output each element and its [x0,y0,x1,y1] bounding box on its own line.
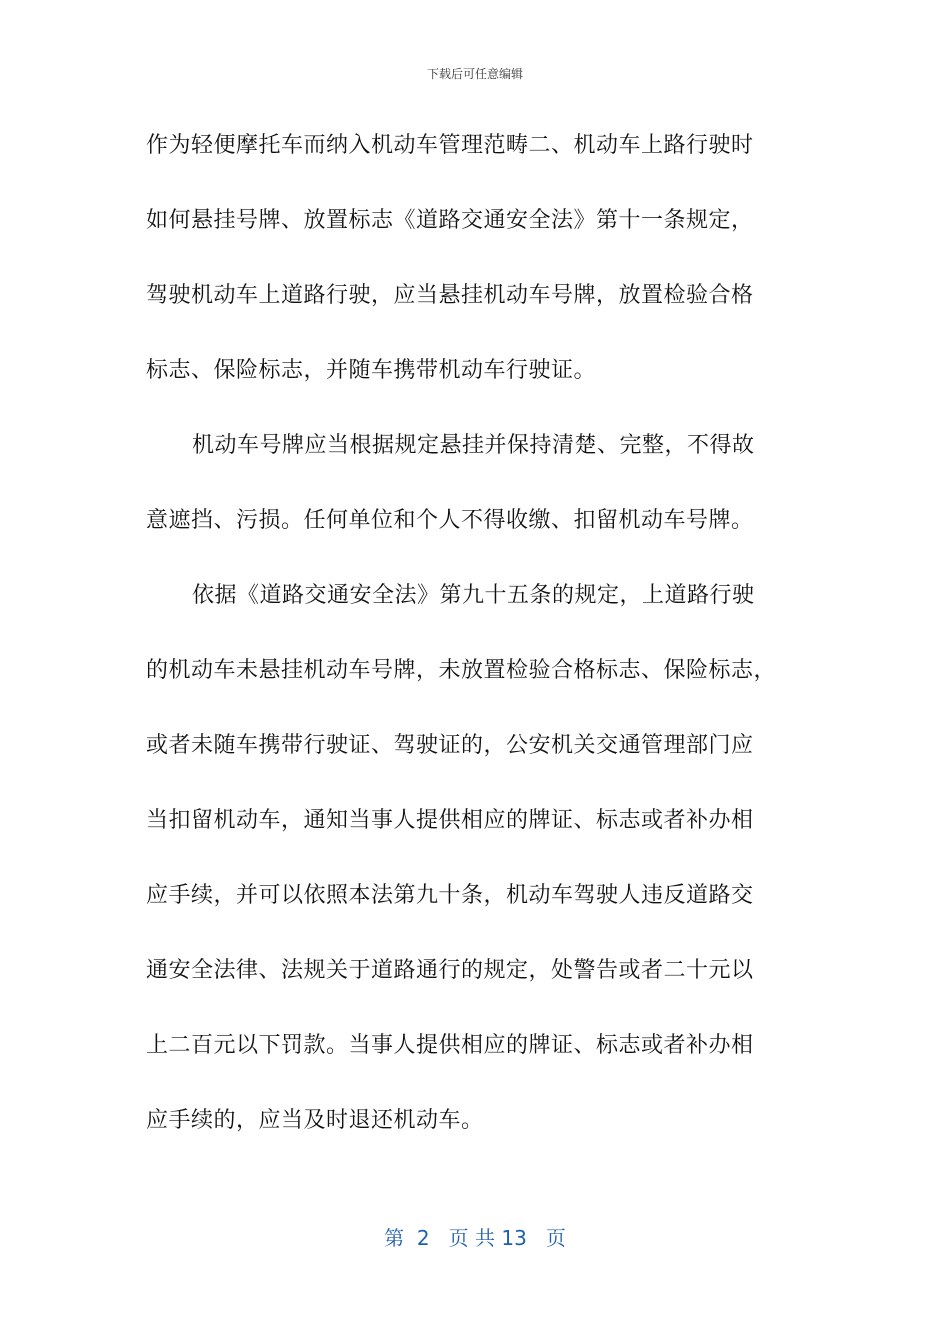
page-header: 下载后可任意编辑 [426,67,523,81]
text-line: 或者未随车携带行驶证、驾驶证的，公安机关交通管理部门应 [146,733,754,758]
paragraph-first-line: 机动车号牌应当根据规定悬挂并保持清楚、完整，不得故 [192,433,755,458]
text-line: 意遮挡、污损。任何单位和个人不得收缴、扣留机动车号牌。 [146,508,754,533]
page-number-footer: 第 2 页 共 13 页 [384,1226,566,1250]
text-line: 应手续，并可以依照本法第九十条，机动车驾驶人违反道路交 [146,883,754,908]
text-line: 当扣留机动车，通知当事人提供相应的牌证、标志或者补办相 [146,808,754,833]
text-line: 驾驶机动车上道路行驶，应当悬挂机动车号牌，放置检验合格 [146,283,754,308]
paragraph-first-line: 依据《道路交通安全法》第九十五条的规定，上道路行驶 [192,583,755,608]
text-line: 如何悬挂号牌、放置标志《道路交通安全法》第十一条规定， [146,208,754,233]
text-line: 作为轻便摩托车而纳入机动车管理范畴二、机动车上路行驶时 [146,133,754,158]
text-line: 的机动车未悬挂机动车号牌，未放置检验合格标志、保险标志， [146,658,777,683]
text-line: 通安全法律、法规关于道路通行的规定，处警告或者二十元以 [146,958,754,983]
text-line: 应手续的，应当及时退还机动车。 [146,1108,484,1133]
text-line: 标志、保险标志，并随车携带机动车行驶证。 [146,358,597,383]
text-line: 上二百元以下罚款。当事人提供相应的牌证、标志或者补办相 [146,1033,754,1058]
